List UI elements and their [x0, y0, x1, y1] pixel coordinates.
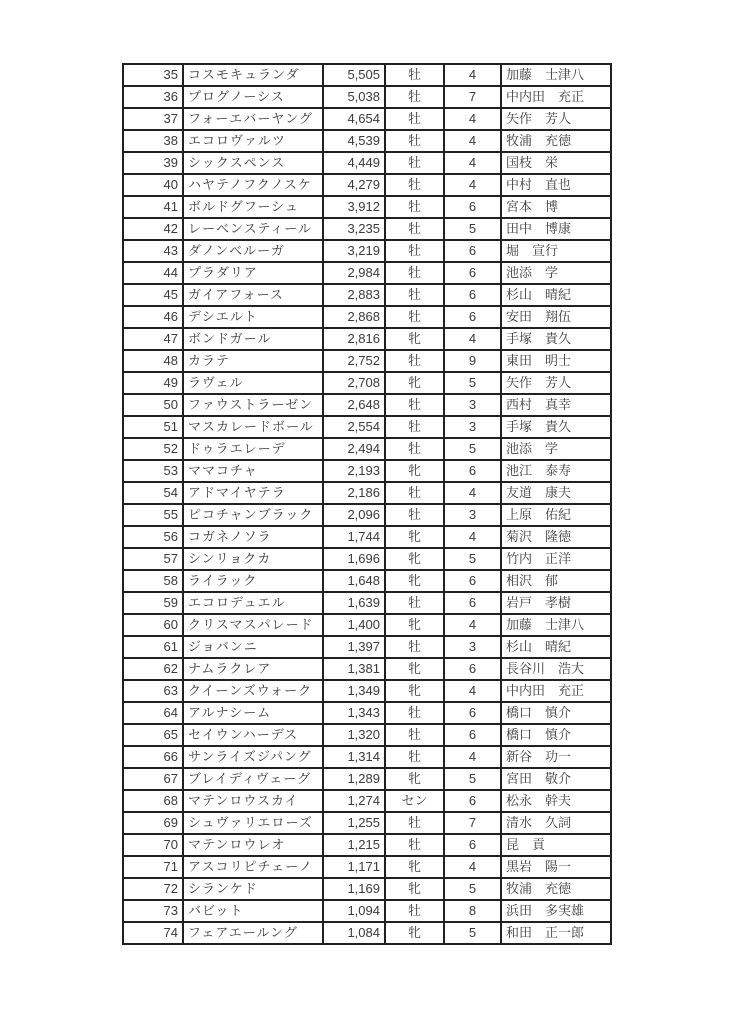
- prize-cell: 1,400: [323, 614, 385, 636]
- trainer-cell: 中内田 充正: [501, 86, 611, 108]
- rank-cell: 53: [123, 460, 183, 482]
- sex-cell: 牡: [385, 702, 444, 724]
- prize-cell: 1,343: [323, 702, 385, 724]
- horse-name-cell: コスモキュランダ: [183, 64, 323, 86]
- table-row: [123, 174, 611, 196]
- trainer-cell: 友道 康夫: [501, 482, 611, 504]
- trainer-cell: 手塚 貴久: [501, 328, 611, 350]
- trainer-cell: 相沢 郁: [501, 570, 611, 592]
- table-row: [123, 746, 611, 768]
- prize-cell: 2,984: [323, 262, 385, 284]
- prize-cell: 2,186: [323, 482, 385, 504]
- sex-cell: 牡: [385, 196, 444, 218]
- sex-cell: 牡: [385, 86, 444, 108]
- trainer-cell: 牧浦 充徳: [501, 878, 611, 900]
- prize-cell: 2,193: [323, 460, 385, 482]
- age-cell: 6: [444, 196, 501, 218]
- table-row: [123, 592, 611, 614]
- prize-cell: 1,215: [323, 834, 385, 856]
- sex-cell: 牡: [385, 812, 444, 834]
- age-cell: 8: [444, 900, 501, 922]
- trainer-cell: 黒岩 陽一: [501, 856, 611, 878]
- table-row: [123, 922, 611, 944]
- age-cell: 6: [444, 658, 501, 680]
- rank-cell: 48: [123, 350, 183, 372]
- table-row: [123, 262, 611, 284]
- trainer-cell: 西村 真幸: [501, 394, 611, 416]
- rank-cell: 56: [123, 526, 183, 548]
- prize-cell: 1,696: [323, 548, 385, 570]
- sex-cell: 牝: [385, 768, 444, 790]
- horse-name-cell: サンライズジパング: [183, 746, 323, 768]
- sex-cell: 牝: [385, 614, 444, 636]
- trainer-cell: 松永 幹夫: [501, 790, 611, 812]
- horse-name-cell: アスコリピチェーノ: [183, 856, 323, 878]
- trainer-cell: 安田 翔伍: [501, 306, 611, 328]
- table-row: [123, 482, 611, 504]
- rank-cell: 38: [123, 130, 183, 152]
- trainer-cell: 牧浦 充徳: [501, 130, 611, 152]
- prize-cell: 1,289: [323, 768, 385, 790]
- age-cell: 6: [444, 790, 501, 812]
- prize-cell: 1,094: [323, 900, 385, 922]
- age-cell: 5: [444, 768, 501, 790]
- horse-name-cell: プログノーシス: [183, 86, 323, 108]
- table-row: [123, 372, 611, 394]
- sex-cell: 牡: [385, 350, 444, 372]
- age-cell: 4: [444, 174, 501, 196]
- trainer-cell: 竹内 正洋: [501, 548, 611, 570]
- ranking-table: [122, 63, 612, 945]
- rank-cell: 62: [123, 658, 183, 680]
- table-row: [123, 460, 611, 482]
- rank-cell: 73: [123, 900, 183, 922]
- age-cell: 3: [444, 636, 501, 658]
- table-row: [123, 64, 611, 86]
- sex-cell: 牡: [385, 152, 444, 174]
- horse-name-cell: シックスペンス: [183, 152, 323, 174]
- table-row: [123, 834, 611, 856]
- table-row: [123, 812, 611, 834]
- table-row: [123, 130, 611, 152]
- rank-cell: 67: [123, 768, 183, 790]
- horse-name-cell: デシエルト: [183, 306, 323, 328]
- horse-name-cell: シンリョクカ: [183, 548, 323, 570]
- trainer-cell: 矢作 芳人: [501, 372, 611, 394]
- table-row: [123, 306, 611, 328]
- prize-cell: 1,171: [323, 856, 385, 878]
- horse-name-cell: クイーンズウォーク: [183, 680, 323, 702]
- prize-cell: 1,274: [323, 790, 385, 812]
- table-row: [123, 218, 611, 240]
- age-cell: 5: [444, 878, 501, 900]
- rank-cell: 74: [123, 922, 183, 944]
- table-row: [123, 856, 611, 878]
- age-cell: 4: [444, 614, 501, 636]
- prize-cell: 1,648: [323, 570, 385, 592]
- trainer-cell: 橋口 慎介: [501, 702, 611, 724]
- rank-cell: 42: [123, 218, 183, 240]
- trainer-cell: 堀 宣行: [501, 240, 611, 262]
- age-cell: 6: [444, 724, 501, 746]
- sex-cell: 牡: [385, 592, 444, 614]
- table-row: [123, 152, 611, 174]
- horse-name-cell: ドゥラエレーデ: [183, 438, 323, 460]
- horse-name-cell: プラダリア: [183, 262, 323, 284]
- table-row: [123, 570, 611, 592]
- rank-cell: 54: [123, 482, 183, 504]
- trainer-cell: 池添 学: [501, 438, 611, 460]
- prize-cell: 2,868: [323, 306, 385, 328]
- trainer-cell: 長谷川 浩大: [501, 658, 611, 680]
- rank-cell: 71: [123, 856, 183, 878]
- horse-name-cell: フォーエバーヤング: [183, 108, 323, 130]
- sex-cell: 牡: [385, 724, 444, 746]
- trainer-cell: 中村 直也: [501, 174, 611, 196]
- table-row: [123, 416, 611, 438]
- prize-cell: 2,816: [323, 328, 385, 350]
- horse-name-cell: ハヤテノフクノスケ: [183, 174, 323, 196]
- horse-name-cell: エコロデュエル: [183, 592, 323, 614]
- table-row: [123, 680, 611, 702]
- trainer-cell: 池江 泰寿: [501, 460, 611, 482]
- sex-cell: 牡: [385, 482, 444, 504]
- age-cell: 4: [444, 108, 501, 130]
- sex-cell: 牝: [385, 372, 444, 394]
- sex-cell: 牝: [385, 922, 444, 944]
- prize-cell: 2,648: [323, 394, 385, 416]
- age-cell: 4: [444, 130, 501, 152]
- prize-cell: 4,449: [323, 152, 385, 174]
- horse-name-cell: エコロヴァルツ: [183, 130, 323, 152]
- rank-cell: 68: [123, 790, 183, 812]
- rank-cell: 41: [123, 196, 183, 218]
- sex-cell: 牡: [385, 284, 444, 306]
- horse-name-cell: マテンロウレオ: [183, 834, 323, 856]
- table-row: [123, 438, 611, 460]
- table-row: [123, 614, 611, 636]
- rank-cell: 59: [123, 592, 183, 614]
- horse-name-cell: ラヴェル: [183, 372, 323, 394]
- sex-cell: 牝: [385, 680, 444, 702]
- trainer-cell: 浜田 多実雄: [501, 900, 611, 922]
- sex-cell: 牝: [385, 878, 444, 900]
- table-row: [123, 878, 611, 900]
- age-cell: 7: [444, 86, 501, 108]
- rank-cell: 46: [123, 306, 183, 328]
- rank-cell: 63: [123, 680, 183, 702]
- age-cell: 5: [444, 218, 501, 240]
- horse-name-cell: ママコチャ: [183, 460, 323, 482]
- rank-cell: 39: [123, 152, 183, 174]
- prize-cell: 2,554: [323, 416, 385, 438]
- rank-cell: 49: [123, 372, 183, 394]
- age-cell: 6: [444, 702, 501, 724]
- age-cell: 6: [444, 460, 501, 482]
- age-cell: 4: [444, 328, 501, 350]
- rank-cell: 57: [123, 548, 183, 570]
- horse-name-cell: ナムラクレア: [183, 658, 323, 680]
- horse-name-cell: ファウストラーゼン: [183, 394, 323, 416]
- rank-cell: 37: [123, 108, 183, 130]
- horse-name-cell: マスカレードボール: [183, 416, 323, 438]
- sex-cell: 牡: [385, 900, 444, 922]
- trainer-cell: 加藤 士津八: [501, 64, 611, 86]
- rank-cell: 45: [123, 284, 183, 306]
- prize-cell: 2,752: [323, 350, 385, 372]
- prize-cell: 3,219: [323, 240, 385, 262]
- trainer-cell: 田中 博康: [501, 218, 611, 240]
- prize-cell: 1,255: [323, 812, 385, 834]
- sex-cell: 牡: [385, 834, 444, 856]
- horse-name-cell: シュヴァリエローズ: [183, 812, 323, 834]
- prize-cell: 1,397: [323, 636, 385, 658]
- age-cell: 5: [444, 922, 501, 944]
- prize-cell: 4,654: [323, 108, 385, 130]
- age-cell: 5: [444, 548, 501, 570]
- sex-cell: 牡: [385, 504, 444, 526]
- prize-cell: 1,320: [323, 724, 385, 746]
- sex-cell: 牡: [385, 636, 444, 658]
- table-row: [123, 768, 611, 790]
- table-row: [123, 658, 611, 680]
- trainer-cell: 宮田 敬介: [501, 768, 611, 790]
- sex-cell: 牡: [385, 416, 444, 438]
- horse-name-cell: フェアエールング: [183, 922, 323, 944]
- table-row: [123, 724, 611, 746]
- prize-cell: 2,708: [323, 372, 385, 394]
- table-row: [123, 790, 611, 812]
- sex-cell: 牡: [385, 64, 444, 86]
- horse-name-cell: ピコチャンブラック: [183, 504, 323, 526]
- age-cell: 6: [444, 592, 501, 614]
- trainer-cell: 岩戸 孝樹: [501, 592, 611, 614]
- rank-cell: 65: [123, 724, 183, 746]
- rank-cell: 47: [123, 328, 183, 350]
- prize-cell: 1,349: [323, 680, 385, 702]
- ranking-table-body: [123, 64, 611, 944]
- trainer-cell: 矢作 芳人: [501, 108, 611, 130]
- trainer-cell: 中内田 充正: [501, 680, 611, 702]
- age-cell: 6: [444, 262, 501, 284]
- sex-cell: 牡: [385, 174, 444, 196]
- rank-cell: 66: [123, 746, 183, 768]
- trainer-cell: 清水 久詞: [501, 812, 611, 834]
- trainer-cell: 加藤 士津八: [501, 614, 611, 636]
- age-cell: 6: [444, 834, 501, 856]
- trainer-cell: 国枝 栄: [501, 152, 611, 174]
- age-cell: 6: [444, 284, 501, 306]
- age-cell: 3: [444, 394, 501, 416]
- rank-cell: 61: [123, 636, 183, 658]
- table-row: [123, 526, 611, 548]
- sex-cell: セン: [385, 790, 444, 812]
- rank-cell: 55: [123, 504, 183, 526]
- prize-cell: 5,038: [323, 86, 385, 108]
- age-cell: 6: [444, 240, 501, 262]
- sex-cell: 牡: [385, 394, 444, 416]
- sex-cell: 牝: [385, 526, 444, 548]
- age-cell: 6: [444, 570, 501, 592]
- rank-cell: 35: [123, 64, 183, 86]
- age-cell: 5: [444, 438, 501, 460]
- table-row: [123, 284, 611, 306]
- horse-name-cell: ジョバンニ: [183, 636, 323, 658]
- horse-name-cell: レーベンスティール: [183, 218, 323, 240]
- sex-cell: 牝: [385, 460, 444, 482]
- horse-name-cell: バビット: [183, 900, 323, 922]
- age-cell: 9: [444, 350, 501, 372]
- prize-cell: 4,539: [323, 130, 385, 152]
- horse-name-cell: シランケド: [183, 878, 323, 900]
- trainer-cell: 新谷 功一: [501, 746, 611, 768]
- rank-cell: 51: [123, 416, 183, 438]
- sex-cell: 牡: [385, 240, 444, 262]
- trainer-cell: 東田 明士: [501, 350, 611, 372]
- age-cell: 4: [444, 680, 501, 702]
- age-cell: 4: [444, 856, 501, 878]
- sex-cell: 牝: [385, 570, 444, 592]
- age-cell: 3: [444, 416, 501, 438]
- prize-cell: 1,314: [323, 746, 385, 768]
- table-row: [123, 702, 611, 724]
- table-row: [123, 328, 611, 350]
- sex-cell: 牡: [385, 218, 444, 240]
- prize-cell: 1,744: [323, 526, 385, 548]
- table-row: [123, 394, 611, 416]
- horse-name-cell: アルナシーム: [183, 702, 323, 724]
- sex-cell: 牝: [385, 548, 444, 570]
- prize-cell: 3,912: [323, 196, 385, 218]
- rank-cell: 58: [123, 570, 183, 592]
- sex-cell: 牝: [385, 658, 444, 680]
- age-cell: 4: [444, 526, 501, 548]
- prize-cell: 4,279: [323, 174, 385, 196]
- sex-cell: 牝: [385, 856, 444, 878]
- sex-cell: 牝: [385, 328, 444, 350]
- prize-cell: 2,883: [323, 284, 385, 306]
- trainer-cell: 菊沢 隆徳: [501, 526, 611, 548]
- horse-name-cell: マテンロウスカイ: [183, 790, 323, 812]
- sex-cell: 牡: [385, 108, 444, 130]
- prize-cell: 1,639: [323, 592, 385, 614]
- table-row: [123, 196, 611, 218]
- sex-cell: 牡: [385, 130, 444, 152]
- table-row: [123, 548, 611, 570]
- horse-name-cell: ガイアフォース: [183, 284, 323, 306]
- age-cell: 4: [444, 746, 501, 768]
- sex-cell: 牡: [385, 438, 444, 460]
- rank-cell: 52: [123, 438, 183, 460]
- age-cell: 7: [444, 812, 501, 834]
- horse-name-cell: クリスマスパレード: [183, 614, 323, 636]
- horse-name-cell: アドマイヤテラ: [183, 482, 323, 504]
- table-row: [123, 350, 611, 372]
- trainer-cell: 杉山 晴紀: [501, 284, 611, 306]
- age-cell: 4: [444, 152, 501, 174]
- rank-cell: 36: [123, 86, 183, 108]
- trainer-cell: 昆 貢: [501, 834, 611, 856]
- prize-cell: 3,235: [323, 218, 385, 240]
- prize-cell: 5,505: [323, 64, 385, 86]
- trainer-cell: 橋口 慎介: [501, 724, 611, 746]
- prize-cell: 1,381: [323, 658, 385, 680]
- horse-name-cell: ブレイディヴェーグ: [183, 768, 323, 790]
- trainer-cell: 杉山 晴紀: [501, 636, 611, 658]
- age-cell: 3: [444, 504, 501, 526]
- horse-name-cell: ダノンベルーガ: [183, 240, 323, 262]
- rank-cell: 43: [123, 240, 183, 262]
- table-row: [123, 900, 611, 922]
- horse-name-cell: ライラック: [183, 570, 323, 592]
- rank-cell: 69: [123, 812, 183, 834]
- age-cell: 6: [444, 306, 501, 328]
- trainer-cell: 上原 佑紀: [501, 504, 611, 526]
- age-cell: 4: [444, 64, 501, 86]
- trainer-cell: 池添 学: [501, 262, 611, 284]
- trainer-cell: 宮本 博: [501, 196, 611, 218]
- age-cell: 5: [444, 372, 501, 394]
- sex-cell: 牡: [385, 746, 444, 768]
- age-cell: 4: [444, 482, 501, 504]
- prize-cell: 2,494: [323, 438, 385, 460]
- table-row: [123, 240, 611, 262]
- trainer-cell: 和田 正一郎: [501, 922, 611, 944]
- horse-name-cell: カラテ: [183, 350, 323, 372]
- table-row: [123, 86, 611, 108]
- rank-cell: 60: [123, 614, 183, 636]
- horse-name-cell: ボルドグフーシュ: [183, 196, 323, 218]
- horse-name-cell: コガネノソラ: [183, 526, 323, 548]
- table-row: [123, 504, 611, 526]
- table-row: [123, 108, 611, 130]
- prize-cell: 2,096: [323, 504, 385, 526]
- rank-cell: 40: [123, 174, 183, 196]
- sex-cell: 牡: [385, 262, 444, 284]
- prize-cell: 1,169: [323, 878, 385, 900]
- rank-cell: 50: [123, 394, 183, 416]
- sex-cell: 牡: [385, 306, 444, 328]
- trainer-cell: 手塚 貴久: [501, 416, 611, 438]
- horse-name-cell: セイウンハーデス: [183, 724, 323, 746]
- rank-cell: 64: [123, 702, 183, 724]
- table-row: [123, 636, 611, 658]
- rank-cell: 72: [123, 878, 183, 900]
- horse-name-cell: ボンドガール: [183, 328, 323, 350]
- rank-cell: 70: [123, 834, 183, 856]
- rank-cell: 44: [123, 262, 183, 284]
- prize-cell: 1,084: [323, 922, 385, 944]
